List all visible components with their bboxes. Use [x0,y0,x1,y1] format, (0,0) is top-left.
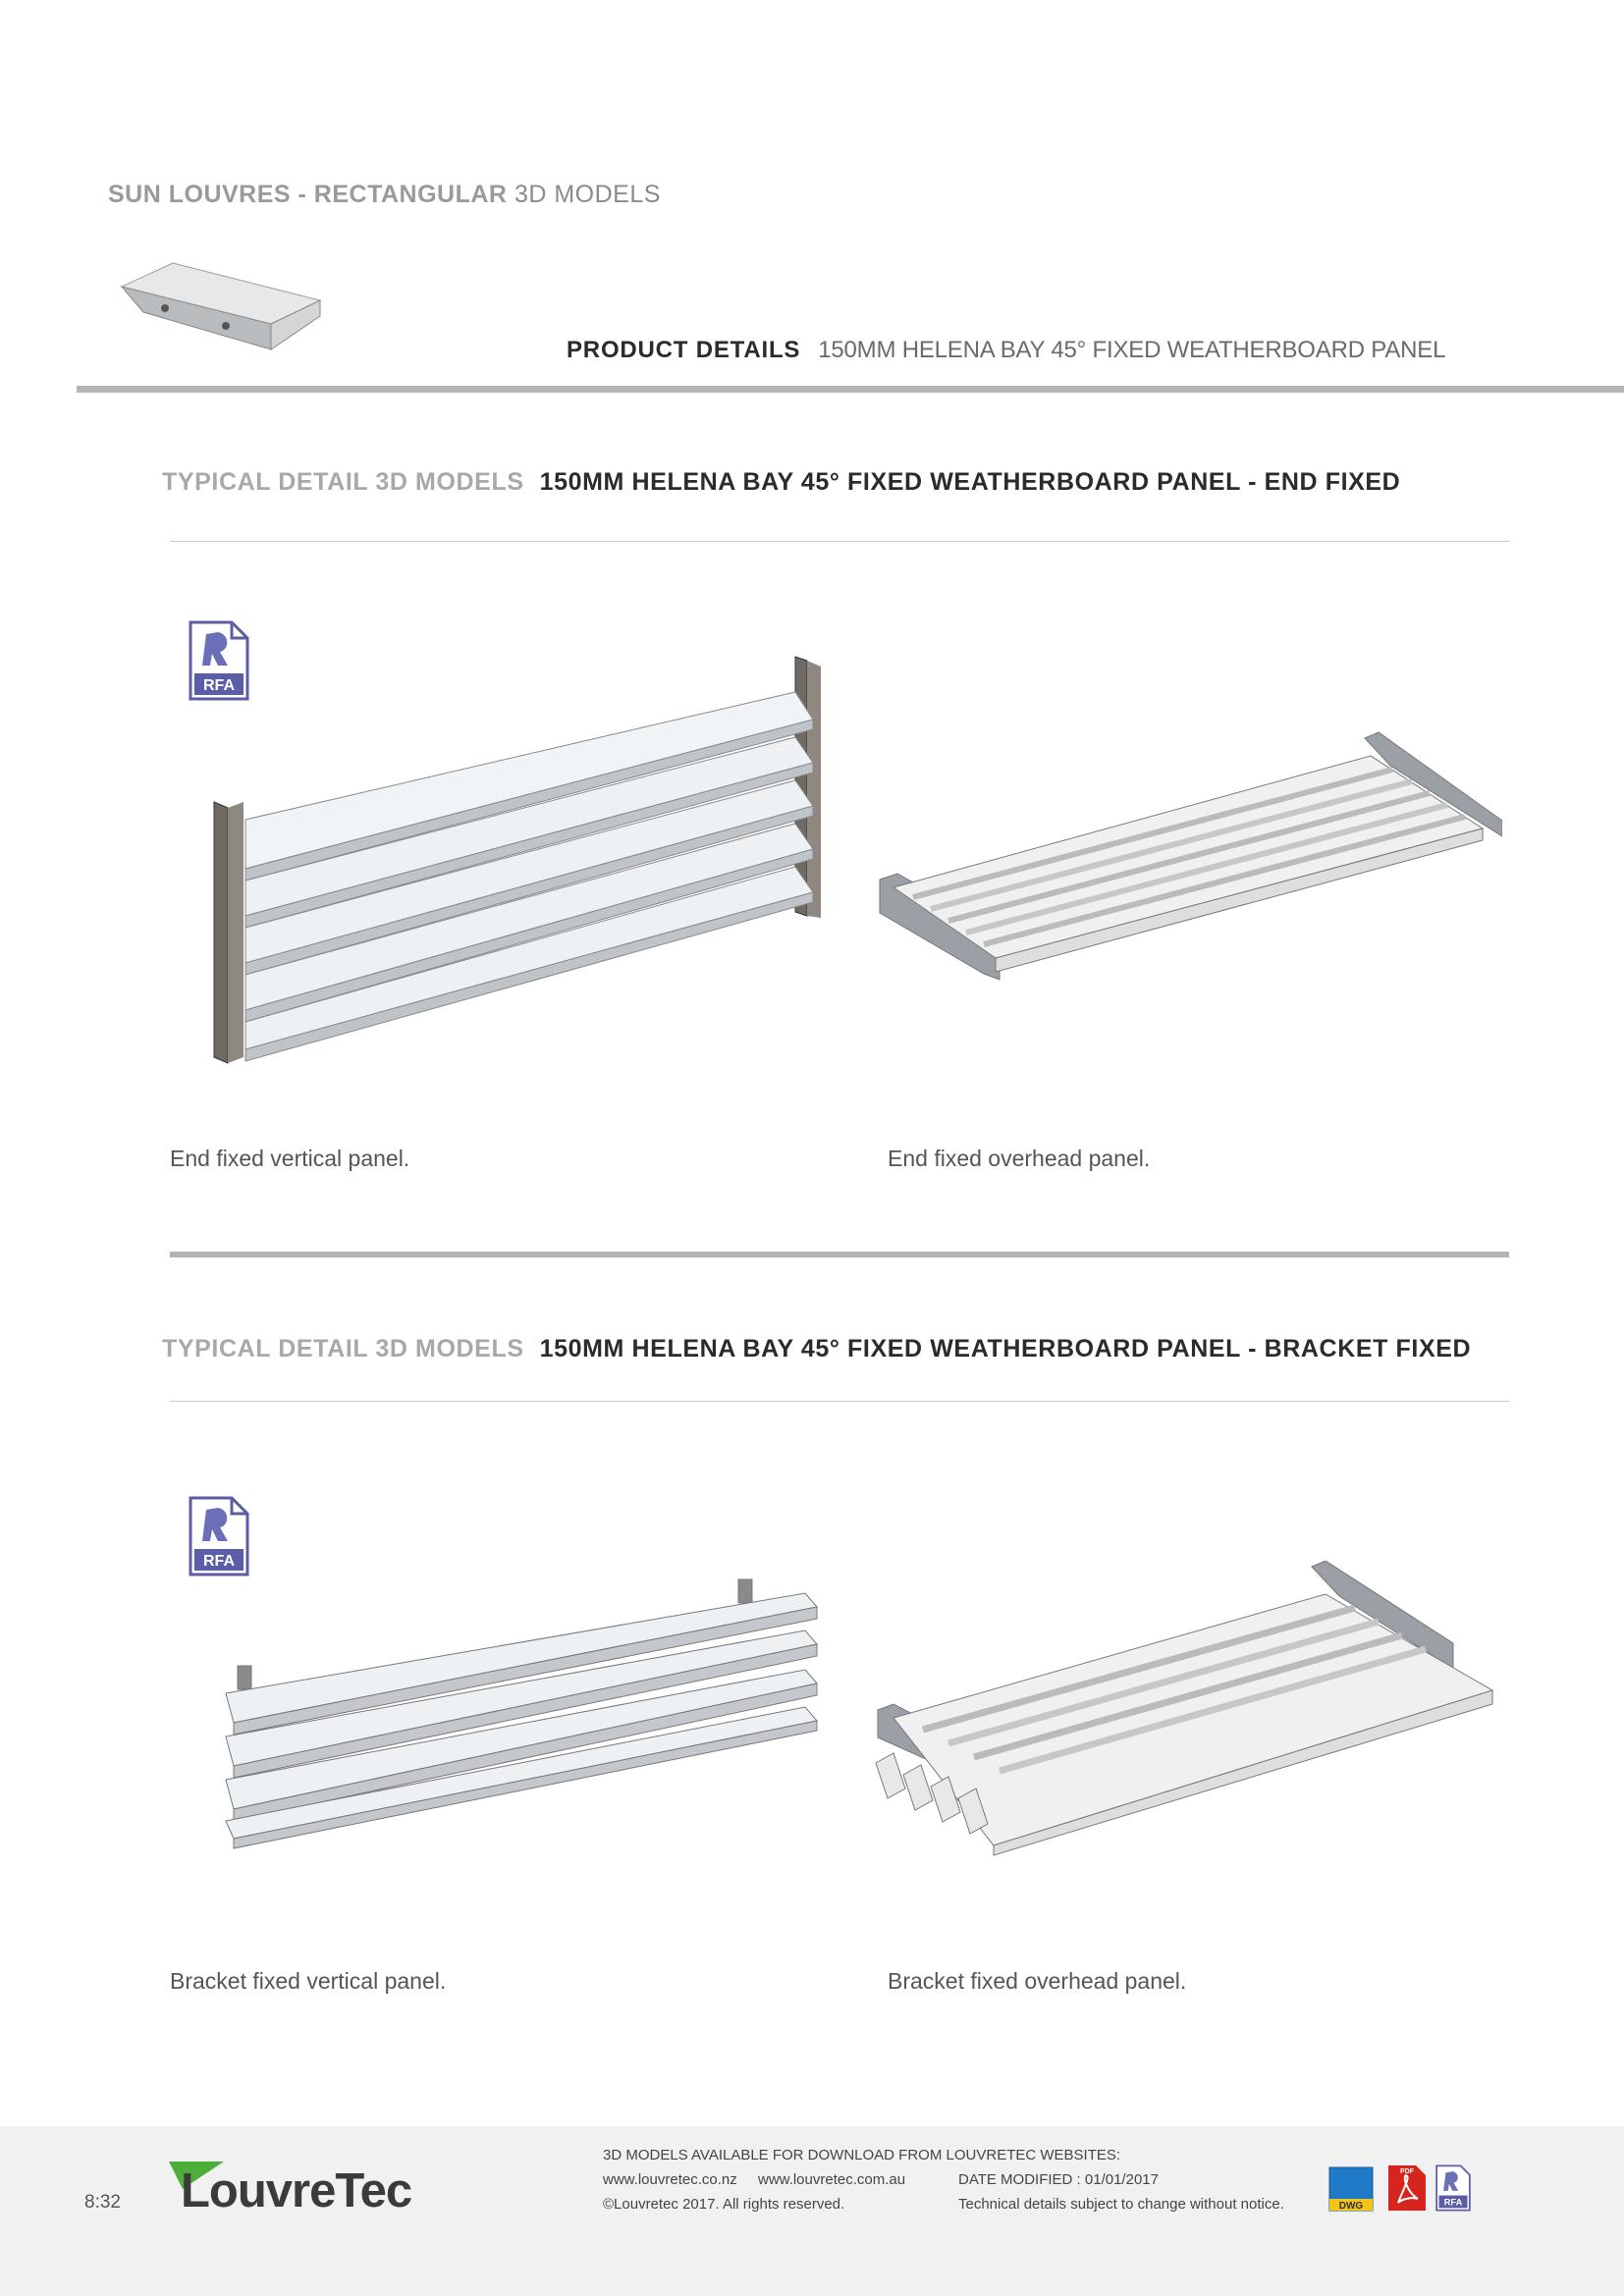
header-title-bold: SUN LOUVRES - RECTANGULAR [108,181,508,208]
bracket-fixed-overhead-panel-image [864,1561,1502,1865]
page-number: 8:32 [84,2192,121,2213]
svg-text:PDF: PDF [1400,2168,1414,2175]
copyright: ©Louvretec 2017. All rights reserved. [603,2196,845,2213]
svg-text:RFA: RFA [1443,2197,1463,2208]
section-heading-end-fixed [162,467,1517,498]
section-heading-bracket-fixed [162,1334,1517,1364]
caption-bracket-fixed-overhead: Bracket fixed overhead panel. [888,1968,1187,1994]
section-divider [170,1401,1509,1402]
svg-text:RFA: RFA [203,677,235,694]
section-divider [170,541,1509,542]
svg-text:DWG: DWG [1338,2201,1364,2212]
disclaimer: Technical details subject to change without notice. [958,2196,1284,2213]
website-nz-link[interactable]: www.louvretec.co.nz [603,2171,737,2188]
rfa-file-icon[interactable] [189,1496,249,1576]
caption-bracket-fixed-vertical: Bracket fixed vertical panel. [170,1968,447,1994]
download-note: 3D MODELS AVAILABLE FOR DOWNLOAD FROM LOUVRETEC WEBSITES: [603,2147,1121,2163]
header-title-light: 3D MODELS [514,181,661,208]
section-label: TYPICAL DETAIL 3D MODELS [162,468,524,496]
louvretec-logo: LouvreTec [181,2164,412,2217]
product-name: 150MM HELENA BAY 45° FIXED WEATHERBOARD PANEL [818,337,1446,363]
website-au-link[interactable]: www.louvretec.com.au [758,2171,906,2188]
caption-end-fixed-vertical: End fixed vertical panel. [170,1146,410,1171]
rfa-footer-icon[interactable] [1435,2163,1471,2213]
section-title: 150MM HELENA BAY 45° FIXED WEATHERBOARD PANEL - END FIXED [539,468,1401,496]
page-header-title [108,181,661,209]
end-fixed-overhead-panel-image [874,726,1502,982]
dwg-file-icon[interactable] [1327,2165,1375,2213]
product-details-label: PRODUCT DETAILS [567,337,801,363]
caption-end-fixed-overhead: End fixed overhead panel. [888,1146,1151,1171]
section-title: 150MM HELENA BAY 45° FIXED WEATHERBOARD PANEL - BRACKET FIXED [539,1335,1472,1362]
end-fixed-vertical-panel-image [206,653,835,1065]
pdf-file-icon[interactable] [1386,2163,1428,2213]
section-separator [170,1252,1509,1257]
svg-text:RFA: RFA [203,1553,235,1570]
date-modified: DATE MODIFIED : 01/01/2017 [958,2171,1159,2188]
louvre-blade-image [116,257,327,355]
bracket-fixed-vertical-panel-image [216,1575,825,1850]
header-divider [77,386,1624,393]
product-details [567,337,1445,364]
section-label: TYPICAL DETAIL 3D MODELS [162,1335,524,1362]
